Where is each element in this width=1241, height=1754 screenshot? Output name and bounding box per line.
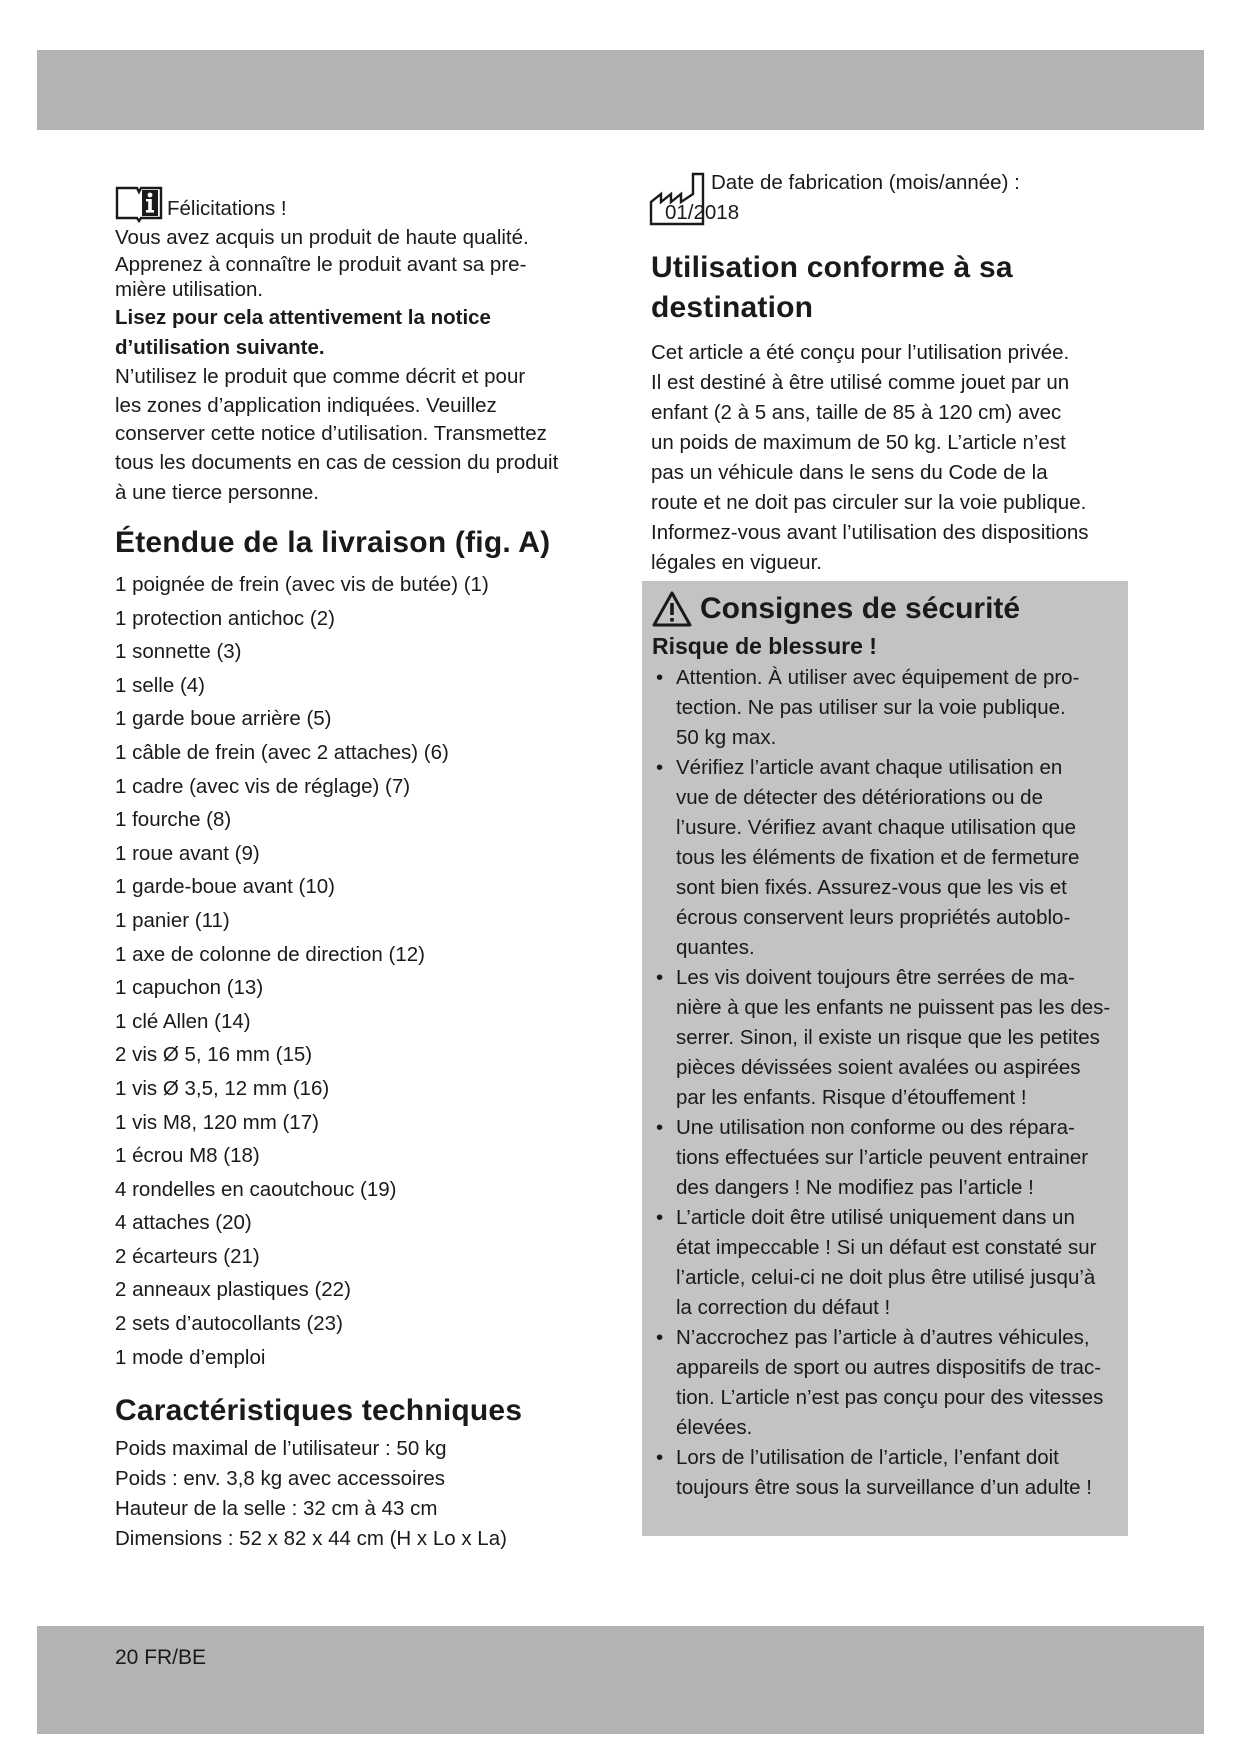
list-item: 4 rondelles en caoutchouc (19)	[115, 1177, 397, 1201]
intro-line: les zones d’application indiquées. Veuillez	[115, 394, 497, 417]
tech-line: Poids maximal de l’utilisateur : 50 kg	[115, 1437, 447, 1461]
list-item: 1 capuchon (13)	[115, 976, 264, 1000]
list-item: 1 mode d’emploi	[115, 1345, 266, 1369]
delivery-list	[115, 568, 595, 1374]
intro-line: Vous avez acquis un produit de haute qualité.	[115, 226, 529, 249]
bullet-line: tous les éléments de fixation et de fermeture	[676, 846, 1080, 869]
intended-use-line: Cet article a été conçu pour l’utilisation privée.	[651, 341, 1070, 364]
list-item: 2 sets d’autocollants (23)	[115, 1312, 343, 1336]
bullet-line: Lors de l’utilisation de l’article, l’enfant doit	[676, 1446, 1059, 1469]
manufacture-label: Date de fabrication (mois/année) :	[711, 171, 1020, 194]
bullet-line: Vérifiez l’article avant chaque utilisation en	[676, 756, 1063, 779]
list-item: 2 écarteurs (21)	[115, 1244, 260, 1268]
intro-bold-line: d’utilisation suivante.	[115, 336, 325, 359]
page-number: 20 FR/BE	[115, 1646, 207, 1669]
left-column	[115, 180, 595, 1554]
bullet-line: L’article doit être utilisé uniquement dans un	[676, 1206, 1075, 1229]
intro-line: tous les documents en cas de cession du produit	[115, 451, 559, 474]
list-item: 1 axe de colonne de direction (12)	[115, 942, 425, 966]
intro-heading	[115, 180, 595, 224]
manufacture-date-block	[651, 168, 1131, 228]
safety-box	[642, 581, 1128, 1536]
tech-line: Dimensions : 52 x 82 x 44 cm (H x Lo x La)	[115, 1527, 507, 1551]
bullet-line: serrer. Sinon, il existe un risque que les petites	[676, 1026, 1100, 1049]
bullet-line: Attention. À utiliser avec équipement de pro-	[676, 666, 1080, 689]
list-item: 1 selle (4)	[115, 673, 206, 697]
safety-bullet	[652, 1203, 1122, 1323]
list-item: 1 câble de frein (avec 2 attaches) (6)	[115, 740, 449, 764]
safety-bullet	[652, 1443, 1122, 1503]
bullet-line: par les enfants. Risque d’étouffement !	[676, 1086, 1027, 1109]
intro-line: N’utilisez le produit que comme décrit et pour	[115, 365, 526, 388]
intended-use-line: pas un véhicule dans le sens du Code de la	[651, 461, 1048, 484]
info-book-icon	[115, 184, 163, 224]
bullet-line: l’usure. Vérifiez avant chaque utilisation que	[676, 816, 1076, 839]
bullet-line: écrous conservent leurs propriétés autoblo-	[676, 906, 1071, 929]
list-item: 1 vis M8, 120 mm (17)	[115, 1110, 319, 1134]
list-item: 1 clé Allen (14)	[115, 1009, 251, 1033]
list-item: 1 fourche (8)	[115, 808, 232, 832]
safety-bullet	[652, 963, 1122, 1113]
intended-use-line: un poids de maximum de 50 kg. L’article n’est	[651, 431, 1066, 454]
intro-line: conserver cette notice d’utilisation. Transmettez	[115, 422, 547, 445]
safety-bullet	[652, 753, 1122, 963]
bullet-line: tions effectuées sur l’article peuvent entrainer	[676, 1146, 1089, 1169]
intended-use-line: légales en vigueur.	[651, 551, 822, 574]
intended-use-line: Informez-vous avant l’utilisation des dispositions	[651, 521, 1089, 544]
bullet-line: des dangers ! Ne modifiez pas l’article !	[676, 1176, 1034, 1199]
safety-heading	[652, 589, 1122, 629]
safety-bullets	[652, 663, 1122, 1503]
intended-use-heading	[651, 248, 1131, 328]
footer-band	[37, 1626, 1204, 1734]
list-item: 2 anneaux plastiques (22)	[115, 1278, 351, 1302]
intro-bold-line: Lisez pour cela attentivement la notice	[115, 306, 491, 329]
safety-bullet	[652, 1113, 1122, 1203]
intro-title: Félicitations !	[167, 197, 287, 220]
intended-use-heading-line: destination	[651, 291, 814, 324]
tech-heading: Caractéristiques techniques	[115, 1394, 523, 1428]
list-item: 1 protection antichoc (2)	[115, 606, 335, 630]
bullet-line: élevées.	[676, 1416, 753, 1439]
intro-line: à une tierce personne.	[115, 481, 319, 504]
intro-line: mière utilisation.	[115, 278, 264, 301]
bullet-line: quantes.	[676, 936, 755, 959]
bullet-line: toujours être sous la surveillance d’un adulte !	[676, 1476, 1092, 1499]
intended-use-heading-line: Utilisation conforme à sa	[651, 251, 1013, 284]
bullet-line: nière à que les enfants ne puissent pas les des-	[676, 996, 1111, 1019]
risk-heading: Risque de blessure !	[652, 633, 877, 659]
intro-line: Apprenez à connaître le produit avant sa pre-	[115, 253, 527, 276]
list-item: 1 garde-boue avant (10)	[115, 875, 335, 899]
bullet-line: N’accrochez pas l’article à d’autres véhicules,	[676, 1326, 1090, 1349]
intended-use-line: route et ne doit pas circuler sur la voie publique.	[651, 491, 1087, 514]
bullet-line: Une utilisation non conforme ou des répara-	[676, 1116, 1075, 1139]
list-item: 1 sonnette (3)	[115, 640, 242, 664]
bullet-line: pièces dévissées soient avalées ou aspirées	[676, 1056, 1081, 1079]
right-column	[651, 168, 1131, 578]
bullet-line: la correction du défaut !	[676, 1296, 891, 1319]
safety-heading-text: Consignes de sécurité	[700, 592, 1021, 625]
bullet-line: vue de détecter des détériorations ou de	[676, 786, 1043, 809]
bullet-line: tion. L’article n’est pas conçu pour des vitesses	[676, 1386, 1104, 1409]
list-item: 4 attaches (20)	[115, 1211, 252, 1235]
list-item: 1 garde boue arrière (5)	[115, 707, 332, 731]
delivery-heading: Étendue de la livraison (fig. A)	[115, 526, 551, 559]
list-item: 1 vis Ø 3,5, 12 mm (16)	[115, 1076, 330, 1100]
list-item: 1 poignée de frein (avec vis de butée) (1)	[115, 573, 489, 596]
bullet-line: tection. Ne pas utiliser sur la voie publique.	[676, 696, 1066, 719]
intended-use-line: Il est destiné à être utilisé comme jouet par un	[651, 371, 1070, 394]
bullet-line: Les vis doivent toujours être serrées de ma-	[676, 966, 1075, 989]
tech-specs	[115, 1434, 595, 1554]
bullet-line: état impeccable ! Si un défaut est constaté sur	[676, 1236, 1097, 1259]
intended-use-line: enfant (2 à 5 ans, taille de 85 à 120 cm) avec	[651, 401, 1062, 424]
warning-triangle-icon	[652, 591, 692, 627]
list-item: 1 écrou M8 (18)	[115, 1144, 260, 1168]
tech-line: Hauteur de la selle : 32 cm à 43 cm	[115, 1497, 438, 1521]
bullet-line: 50 kg max.	[676, 726, 777, 749]
tech-line: Poids : env. 3,8 kg avec accessoires	[115, 1467, 446, 1491]
safety-bullet	[652, 1323, 1122, 1443]
bullet-line: l’article, celui-ci ne doit plus être utilisé jusqu’à	[676, 1266, 1096, 1289]
safety-bullet	[652, 663, 1122, 753]
list-item: 1 panier (11)	[115, 908, 230, 932]
header-band	[37, 50, 1204, 130]
bullet-line: appareils de sport ou autres dispositifs de trac-	[676, 1356, 1102, 1379]
list-item: 1 roue avant (9)	[115, 841, 260, 865]
bullet-line: sont bien fixés. Assurez-vous que les vis et	[676, 876, 1067, 899]
list-item: 2 vis Ø 5, 16 mm (15)	[115, 1043, 313, 1067]
list-item: 1 cadre (avec vis de réglage) (7)	[115, 774, 411, 798]
manufacture-date: 01/2018	[665, 201, 740, 224]
